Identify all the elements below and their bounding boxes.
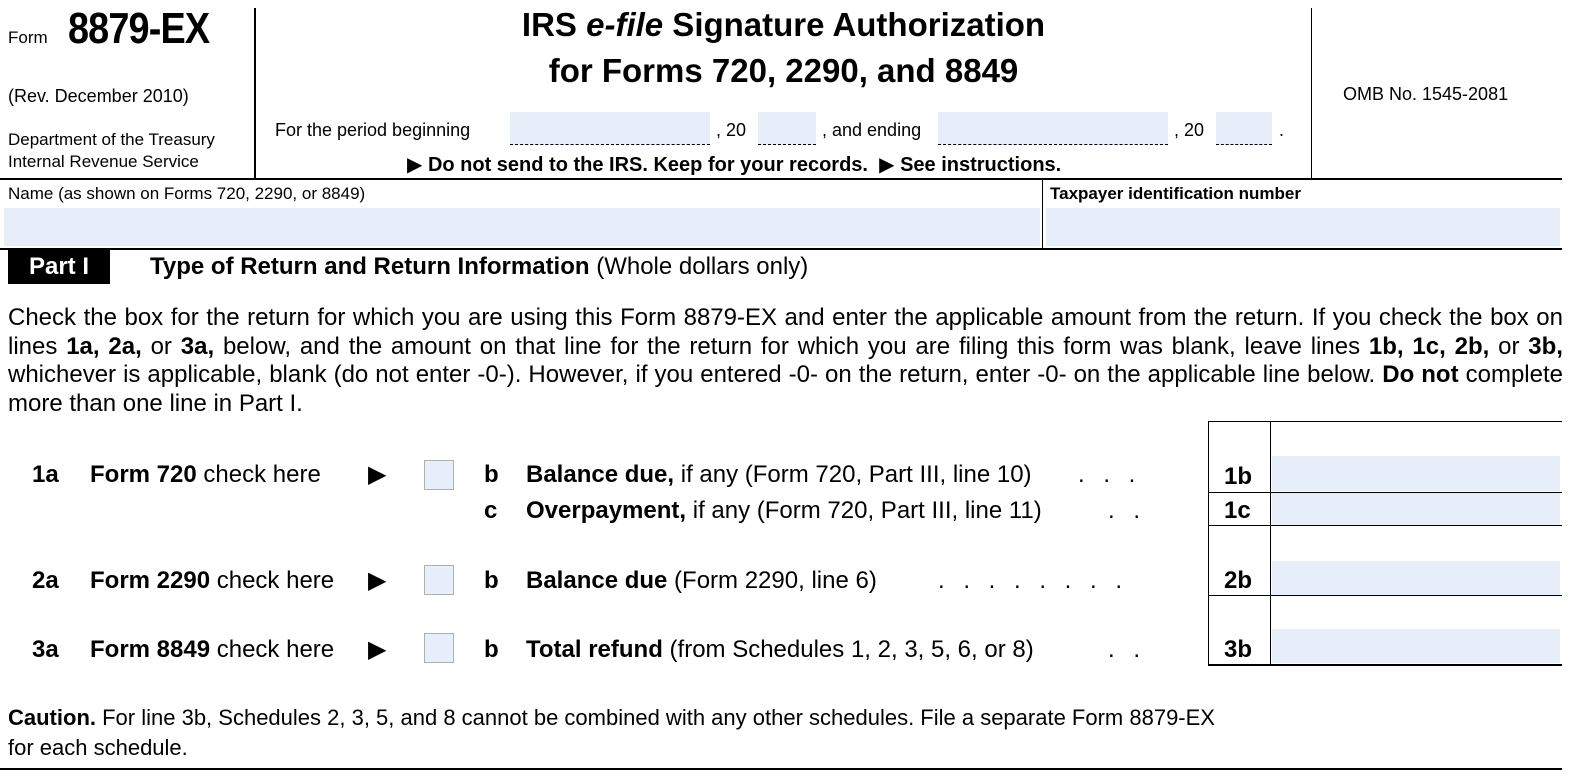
form-word: Form — [8, 28, 48, 47]
grid-rule-1c — [1208, 525, 1562, 526]
header-divider-right — [1311, 8, 1312, 178]
line-1b-label: Balance due, if any (Form 720, Part III, line 10) — [526, 461, 1032, 488]
line-1b-letter: b — [484, 461, 499, 488]
period-begin-year-field[interactable] — [758, 112, 816, 145]
line-2b-label: Balance due (Form 2290, line 6) — [526, 567, 877, 594]
caution-label: Caution. — [8, 705, 96, 730]
grid-mid-rule — [1270, 421, 1271, 665]
grid-left-rule — [1208, 421, 1209, 665]
period-dot: . — [1279, 120, 1285, 140]
form-number: 8879-EX — [68, 4, 210, 53]
line-3a-number: 3a — [32, 636, 59, 663]
omb-number: OMB No. 1545-2081 — [1343, 84, 1509, 104]
line-1c-leader-dots: . . — [1108, 497, 1147, 524]
part1-instructions: Check the box for the return for which you are using this Form 8879-EX and enter the applicable amount from the return. If you check the box on lines 1a, 2a, or 3a, below, and the amount on that line for the return for which you are filing this form was blank, leave lines 1b, 1c, 2b, or 3b, whichever is applicable, blank (do not enter -0-). However, if you entered -0- on the return, enter -0- on the applicable line below. Do not complete more than one line in Part I. — [8, 304, 1563, 417]
line-2b-leader-dots: . . . . . . . . — [938, 567, 1129, 594]
line-2a-number: 2a — [32, 567, 59, 594]
tin-field[interactable] — [1046, 208, 1560, 246]
line-1a-label: Form 720 check here — [90, 461, 321, 488]
name-tin-divider — [1042, 180, 1043, 248]
part1-badge: Part I — [8, 250, 110, 284]
part1-title-suffix: (Whole dollars only) — [596, 253, 809, 280]
tin-label: Taxpayer identification number — [1050, 184, 1301, 203]
line-2b-letter: b — [484, 567, 499, 594]
agency-line: Internal Revenue Service — [8, 152, 199, 171]
grid-rule-2b — [1208, 595, 1562, 596]
form-8849-checkbox[interactable] — [424, 633, 454, 663]
department-line: Department of the Treasury — [8, 130, 215, 149]
bottom-rule — [0, 768, 1562, 770]
line-1a-number: 1a — [32, 461, 59, 488]
form-title-line1: IRS e-file Signature Authorization — [521, 6, 1046, 43]
efile-italic: e-file — [586, 6, 664, 43]
line-2a-label: Form 2290 check here — [90, 567, 335, 594]
line-3b-letter: b — [484, 636, 499, 663]
name-field[interactable] — [4, 208, 1040, 246]
line-3b-amount-field[interactable] — [1272, 629, 1560, 663]
line-1a-arrow-icon: ▶ — [368, 461, 387, 488]
line-2a-arrow-icon: ▶ — [368, 567, 387, 594]
form-720-checkbox[interactable] — [424, 460, 454, 490]
period-begin-date-field[interactable] — [510, 112, 710, 145]
grid-top-rule — [1208, 421, 1562, 422]
line-1c-code: 1c — [1224, 497, 1251, 524]
part1-title: Type of Return and Return Information (Whole dollars only) — [150, 253, 809, 280]
records-instruction — [407, 152, 1061, 177]
grid-bottom-rule — [1208, 664, 1562, 666]
period-end-date-field[interactable] — [938, 112, 1168, 145]
revision-date: (Rev. December 2010) — [8, 86, 189, 106]
name-label: Name (as shown on Forms 720, 2290, or 8849) — [8, 184, 366, 203]
period-end-year-field[interactable] — [1216, 112, 1272, 145]
line-1b-code: 1b — [1224, 463, 1253, 490]
keep-records-text: ▶ Do not send to the IRS. Keep for your records. — [407, 154, 868, 176]
line-3b-code: 3b — [1224, 636, 1253, 663]
line-3a-label: Form 8849 check here — [90, 636, 335, 663]
part1-top-rule — [0, 248, 1562, 250]
line-1c-letter: c — [484, 497, 498, 524]
and-ending-label: , and ending — [822, 120, 922, 140]
caution-note: Caution. For line 3b, Schedules 2, 3, 5, and 8 cannot be combined with any other schedules. File a separate Form 8879-EX for each schedule. — [8, 705, 1215, 760]
header-bottom-rule — [0, 178, 1562, 180]
line-2b-amount-field[interactable] — [1272, 561, 1560, 595]
period-end-20-label: , 20 — [1174, 120, 1205, 140]
line-2b-code: 2b — [1224, 567, 1253, 594]
line-1b-amount-field[interactable] — [1272, 456, 1560, 491]
see-instructions-text: ▶ See instructions. — [879, 154, 1062, 176]
line-1c-label: Overpayment, if any (Form 720, Part III, line 11) — [526, 497, 1042, 524]
line-3b-label: Total refund (from Schedules 1, 2, 3, 5, 6, or 8) — [526, 636, 1034, 663]
period-beginning-label: For the period beginning — [275, 120, 471, 140]
period-begin-20-label: , 20 — [716, 120, 747, 140]
line-3b-leader-dots: . . — [1108, 636, 1147, 663]
line-1b-leader-dots: . . . — [1078, 461, 1142, 488]
line-3a-arrow-icon: ▶ — [368, 636, 387, 663]
form-title-line2: for Forms 720, 2290, and 8849 — [548, 52, 1019, 89]
form-2290-checkbox[interactable] — [424, 565, 454, 595]
line-1c-amount-field[interactable] — [1272, 493, 1560, 525]
